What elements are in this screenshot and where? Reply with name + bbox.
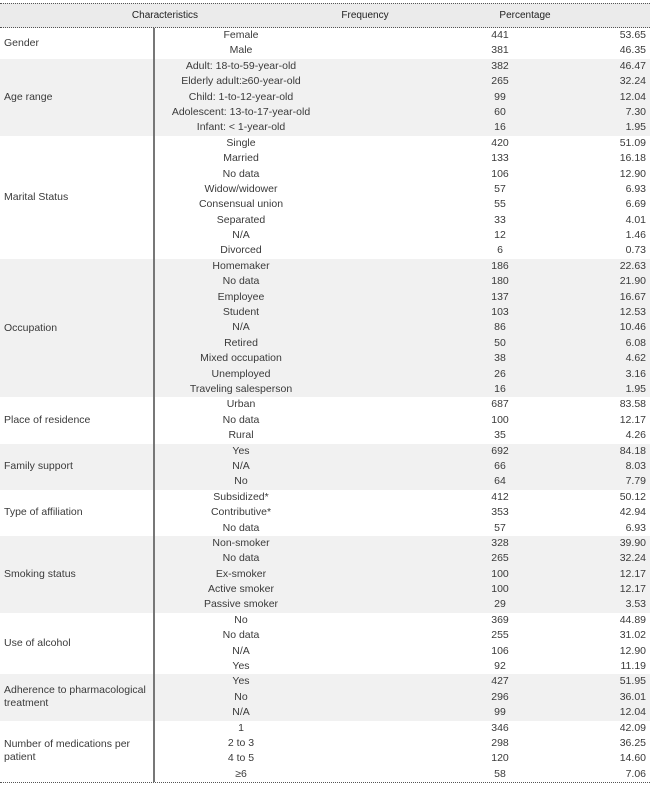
- category-label: Use of alcohol: [0, 613, 155, 675]
- frequency-cell: 100: [491, 583, 509, 596]
- percentage-cell: 21.90: [619, 275, 646, 288]
- frequency-cell: 103: [491, 306, 509, 319]
- percentage-cell: 16.67: [619, 290, 646, 303]
- table-header: [0, 3, 650, 28]
- subcategory-cell: N/A: [232, 321, 250, 334]
- table-row: [155, 582, 650, 597]
- percentage-cell: 3.53: [625, 598, 646, 611]
- category-label: Number of medications per patient: [0, 721, 155, 783]
- frequency-cell: 687: [491, 398, 509, 411]
- percentage-cell: 39.90: [619, 536, 646, 549]
- table-row: [155, 705, 650, 720]
- percentage-cell: 16.18: [619, 152, 646, 165]
- subcategory-cell: Subsidized*: [213, 490, 269, 503]
- subcategory-cell: Widow/widower: [204, 182, 278, 195]
- percentage-cell: 7.30: [625, 105, 646, 118]
- table-row: [155, 397, 650, 412]
- percentage-cell: 6.69: [625, 198, 646, 211]
- table-row: [155, 644, 650, 659]
- percentage-cell: 4.01: [625, 213, 646, 226]
- percentage-cell: 6.93: [625, 521, 646, 534]
- percentage-cell: 1.95: [625, 382, 646, 395]
- subcategory-cell: No: [234, 690, 248, 703]
- frequency-cell: 26: [494, 367, 506, 380]
- category-label: Type of affiliation: [0, 490, 155, 536]
- table-group: [0, 59, 650, 136]
- subcategory-cell: Yes: [232, 675, 250, 688]
- category-label: Gender: [0, 28, 155, 59]
- frequency-cell: 265: [491, 552, 509, 565]
- table-row: [155, 628, 650, 643]
- table-bottom-rule: [0, 782, 650, 783]
- subcategory-cell: Adult: 18-to-59-year-old: [185, 59, 297, 72]
- frequency-cell: 265: [491, 75, 509, 88]
- frequency-cell: 186: [491, 259, 509, 272]
- table-row: [155, 428, 650, 443]
- subcategory-cell: 2 to 3: [227, 736, 255, 749]
- table-row: [155, 444, 650, 459]
- table-row: [155, 259, 650, 274]
- frequency-cell: 38: [494, 352, 506, 365]
- table-row: [155, 305, 650, 320]
- percentage-cell: 6.08: [625, 336, 646, 349]
- subcategory-cell: 4 to 5: [227, 752, 255, 765]
- table-row: [155, 382, 650, 397]
- subcategory-cell: Separated: [216, 213, 266, 226]
- table-row: [155, 474, 650, 489]
- frequency-cell: 33: [494, 213, 506, 226]
- percentage-cell: 3.16: [625, 367, 646, 380]
- percentage-cell: 36.25: [619, 736, 646, 749]
- subcategory-cell: Female: [223, 29, 259, 41]
- subcategory-cell: Adolescent: 13-to-17-year-old: [171, 105, 311, 118]
- percentage-cell: 0.73: [625, 244, 646, 257]
- category-label: Smoking status: [0, 536, 155, 613]
- group-rows: [155, 28, 650, 59]
- percentage-cell: 44.89: [619, 613, 646, 626]
- percentage-cell: 46.47: [619, 59, 646, 72]
- frequency-cell: 57: [494, 182, 506, 195]
- group-rows: [155, 59, 650, 136]
- category-label: Age range: [0, 59, 155, 136]
- subcategory-cell: Homemaker: [212, 259, 270, 272]
- category-label: Family support: [0, 444, 155, 490]
- subcategory-cell: Ex-smoker: [215, 567, 267, 580]
- frequency-cell: 100: [491, 413, 509, 426]
- frequency-cell: 255: [491, 629, 509, 642]
- percentage-cell: 31.02: [619, 629, 646, 642]
- percentage-cell: 11.19: [620, 660, 646, 673]
- percentage-cell: 1.46: [625, 229, 646, 242]
- subcategory-cell: Yes: [232, 444, 250, 457]
- frequency-cell: 106: [491, 167, 509, 180]
- subcategory-cell: Divorced: [220, 244, 262, 257]
- group-rows: [155, 674, 650, 720]
- percentage-cell: 36.01: [619, 690, 646, 703]
- percentage-cell: 7.06: [625, 767, 646, 780]
- table-row: [155, 413, 650, 428]
- frequency-cell: 346: [491, 721, 509, 734]
- table-row: [155, 490, 650, 505]
- frequency-cell: 35: [494, 429, 506, 442]
- percentage-cell: 14.60: [619, 752, 646, 765]
- table-row: [155, 721, 650, 736]
- percentage-cell: 12.17: [619, 583, 646, 596]
- group-rows: [155, 259, 650, 398]
- subcategory-cell: N/A: [232, 229, 250, 242]
- frequency-cell: 100: [491, 567, 509, 580]
- percentage-cell: 42.09: [619, 721, 646, 734]
- table-row: [155, 767, 650, 782]
- percentage-cell: 32.24: [619, 75, 646, 88]
- subcategory-cell: Male: [229, 44, 253, 57]
- characteristics-table: [0, 3, 650, 783]
- table-row: [155, 521, 650, 536]
- percentage-cell: 6.93: [625, 182, 646, 195]
- table-row: [155, 690, 650, 705]
- table-group: [0, 490, 650, 536]
- subcategory-cell: Infant: < 1-year-old: [196, 121, 286, 134]
- percentage-cell: 12.04: [619, 706, 646, 719]
- table-row: [155, 243, 650, 258]
- table-group: [0, 444, 650, 490]
- frequency-cell: 137: [491, 290, 509, 303]
- subcategory-cell: Consensual union: [198, 198, 284, 211]
- table-body: [0, 28, 650, 782]
- frequency-cell: 6: [497, 244, 503, 257]
- table-row: [155, 90, 650, 105]
- percentage-cell: 83.58: [619, 398, 646, 411]
- subcategory-cell: No data: [222, 413, 260, 426]
- table-row: [155, 613, 650, 628]
- group-rows: [155, 613, 650, 675]
- subcategory-cell: Non-smoker: [212, 536, 270, 549]
- subcategory-cell: No: [234, 613, 248, 626]
- frequency-cell: 133: [491, 152, 509, 165]
- frequency-cell: 66: [494, 459, 506, 472]
- subcategory-cell: N/A: [232, 706, 250, 719]
- header-frequency: Frequency: [341, 10, 389, 21]
- subcategory-cell: Student: [222, 306, 260, 319]
- subcategory-cell: No data: [222, 167, 260, 180]
- subcategory-cell: No: [234, 475, 248, 488]
- table-row: [155, 659, 650, 674]
- table-row: [155, 59, 650, 74]
- percentage-cell: 53.65: [619, 29, 646, 41]
- table-row: [155, 536, 650, 551]
- table-row: [155, 213, 650, 228]
- subcategory-cell: Passive smoker: [203, 598, 279, 611]
- frequency-cell: 427: [491, 675, 509, 688]
- percentage-cell: 12.90: [619, 644, 646, 657]
- subcategory-cell: Yes: [232, 660, 250, 673]
- table-row: [155, 505, 650, 520]
- percentage-cell: 32.24: [619, 552, 646, 565]
- table-row: [155, 351, 650, 366]
- subcategory-cell: Child: 1-to-12-year-old: [188, 90, 294, 103]
- subcategory-cell: Single: [226, 136, 256, 149]
- table-group: [0, 136, 650, 259]
- percentage-cell: 8.03: [625, 459, 646, 472]
- table-group: [0, 674, 650, 720]
- frequency-cell: 692: [491, 444, 509, 457]
- percentage-cell: 12.04: [619, 90, 646, 103]
- group-rows: [155, 397, 650, 443]
- percentage-cell: 84.18: [619, 444, 646, 457]
- frequency-cell: 298: [491, 736, 509, 749]
- subcategory-cell: Rural: [228, 429, 254, 442]
- frequency-cell: 92: [494, 660, 506, 673]
- subcategory-cell: Retired: [224, 336, 258, 349]
- percentage-cell: 10.46: [619, 321, 646, 334]
- table-row: [155, 551, 650, 566]
- percentage-cell: 4.62: [625, 352, 646, 365]
- table-row: [155, 320, 650, 335]
- percentage-cell: 50.12: [619, 490, 646, 503]
- table-row: [155, 567, 650, 582]
- percentage-cell: 12.90: [619, 167, 646, 180]
- table-group: [0, 536, 650, 613]
- frequency-cell: 412: [491, 490, 509, 503]
- group-rows: [155, 490, 650, 536]
- frequency-cell: 328: [491, 536, 509, 549]
- frequency-cell: 369: [491, 613, 509, 626]
- frequency-cell: 50: [494, 336, 506, 349]
- subcategory-cell: ≥6: [235, 767, 247, 780]
- frequency-cell: 296: [491, 690, 509, 703]
- category-label: Adherence to pharmacological treatment: [0, 674, 155, 720]
- table-row: [155, 459, 650, 474]
- subcategory-cell: No data: [222, 552, 260, 565]
- table-group: [0, 259, 650, 398]
- frequency-cell: 55: [494, 198, 506, 211]
- subcategory-cell: N/A: [232, 644, 250, 657]
- subcategory-cell: Elderly adult:≥60-year-old: [181, 75, 301, 88]
- frequency-cell: 86: [494, 321, 506, 334]
- subcategory-cell: Urban: [226, 398, 256, 411]
- group-rows: [155, 721, 650, 783]
- subcategory-cell: Active smoker: [208, 583, 274, 596]
- percentage-cell: 51.09: [619, 136, 646, 149]
- frequency-cell: 58: [494, 767, 506, 780]
- subcategory-cell: No data: [222, 521, 260, 534]
- table-row: [155, 336, 650, 351]
- frequency-cell: 381: [491, 44, 509, 57]
- frequency-cell: 16: [494, 382, 506, 395]
- frequency-cell: 64: [494, 475, 506, 488]
- table-row: [155, 274, 650, 289]
- frequency-cell: 106: [491, 644, 509, 657]
- table-group: [0, 613, 650, 675]
- header-percentage: Percentage: [499, 10, 551, 21]
- subcategory-cell: No data: [222, 275, 260, 288]
- group-rows: [155, 136, 650, 259]
- table-row: [155, 120, 650, 135]
- subcategory-cell: N/A: [232, 459, 250, 472]
- group-rows: [155, 444, 650, 490]
- table-row: [155, 182, 650, 197]
- category-label: Occupation: [0, 259, 155, 398]
- table-row: [155, 674, 650, 689]
- frequency-cell: 441: [491, 29, 509, 41]
- frequency-cell: 180: [491, 275, 509, 288]
- frequency-cell: 29: [494, 598, 506, 611]
- frequency-cell: 353: [491, 506, 509, 519]
- subcategory-cell: Married: [223, 152, 259, 165]
- table-group: [0, 721, 650, 783]
- frequency-cell: 57: [494, 521, 506, 534]
- frequency-cell: 16: [494, 121, 506, 134]
- table-row: [155, 167, 650, 182]
- frequency-cell: 382: [491, 59, 509, 72]
- percentage-cell: 22.63: [619, 259, 646, 272]
- header-characteristics: Characteristics: [131, 10, 199, 21]
- table-group: [0, 397, 650, 443]
- subcategory-cell: Mixed occupation: [200, 352, 282, 365]
- percentage-cell: 1.95: [625, 121, 646, 134]
- percentage-cell: 51.95: [619, 675, 646, 688]
- table-row: [155, 290, 650, 305]
- subcategory-cell: Unemployed: [211, 367, 271, 380]
- table-row: [155, 736, 650, 751]
- table-row: [155, 74, 650, 89]
- category-label: Marital Status: [0, 136, 155, 259]
- percentage-cell: 12.17: [619, 567, 646, 580]
- frequency-cell: 99: [494, 706, 506, 719]
- subcategory-cell: No data: [222, 629, 260, 642]
- percentage-cell: 12.17: [619, 413, 646, 426]
- frequency-cell: 12: [494, 229, 506, 242]
- table-row: [155, 367, 650, 382]
- frequency-cell: 420: [491, 136, 509, 149]
- percentage-cell: 4.26: [625, 429, 646, 442]
- frequency-cell: 60: [494, 105, 506, 118]
- group-rows: [155, 536, 650, 613]
- table-row: [155, 136, 650, 151]
- table-row: [155, 597, 650, 612]
- table-row: [155, 197, 650, 212]
- table-row: [155, 105, 650, 120]
- percentage-cell: 7.79: [625, 475, 646, 488]
- subcategory-cell: 1: [238, 721, 244, 734]
- table-row: [155, 151, 650, 166]
- subcategory-cell: Employee: [217, 290, 265, 303]
- table-row: [155, 751, 650, 766]
- percentage-cell: 12.53: [619, 306, 646, 319]
- category-label: Place of residence: [0, 397, 155, 443]
- table-group: [0, 28, 650, 59]
- percentage-cell: 42.94: [619, 506, 646, 519]
- table-row: [155, 228, 650, 243]
- subcategory-cell: Traveling salesperson: [189, 382, 293, 395]
- table-row: [155, 43, 650, 58]
- frequency-cell: 120: [491, 752, 509, 765]
- table-row: [155, 28, 650, 43]
- percentage-cell: 46.35: [619, 44, 646, 57]
- frequency-cell: 99: [494, 90, 506, 103]
- subcategory-cell: Contributive*: [210, 506, 272, 519]
